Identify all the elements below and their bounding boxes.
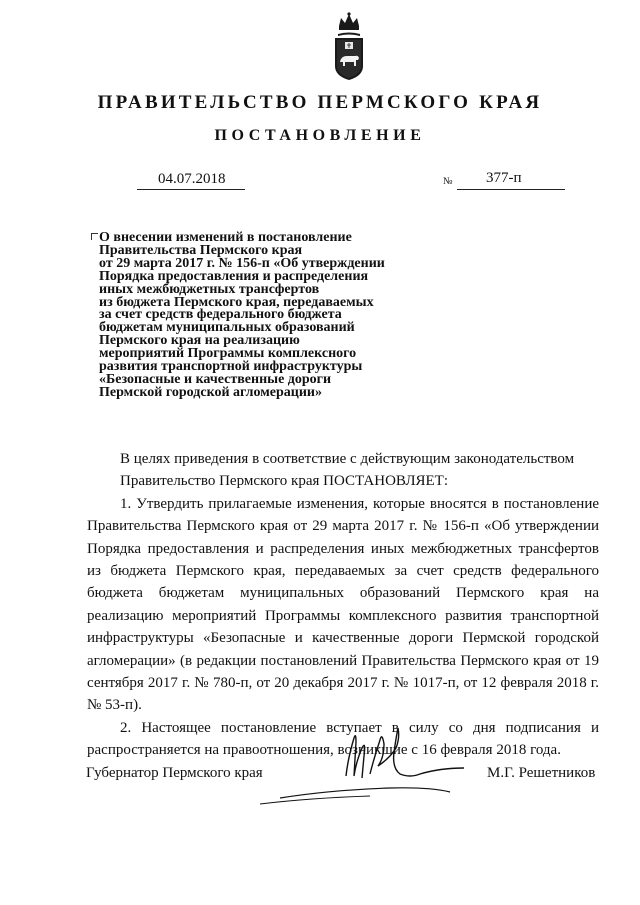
document-body (87, 448, 599, 762)
coat-of-arms-emblem (329, 12, 369, 84)
subject-line: Правительства Пермского края (99, 242, 303, 258)
subject-line: Порядка предоставления и распределения (99, 268, 369, 284)
signer-title: Губернатор Пермского края (86, 765, 263, 781)
subject-line: иных межбюджетных трансфертов (99, 281, 320, 297)
resolution-item-2: 2. Настоящее постановление вступает в силу со дня подписания и распространяется на правоотношения, возникшие с 16 февраля 2018 года. (87, 719, 599, 759)
subject-line: развития транспортной инфраструктуры (99, 359, 363, 375)
subject-line: О внесении изменений в постановление (99, 230, 352, 245)
handwritten-signature (250, 718, 480, 810)
number-sign: № (443, 176, 453, 187)
signer-name: М.Г. Решетников (487, 765, 596, 781)
subject-line: за счет средств федерального бюджета (99, 307, 342, 323)
date-underline (137, 189, 245, 190)
subject-line: мероприятий Программы комплексного (99, 346, 357, 362)
subject-line: Пермского края на реализацию (99, 333, 300, 349)
subject-line: Пермской городской агломерации» (99, 384, 322, 400)
subject-line: бюджетам муниципальных образований (99, 320, 355, 336)
intro-line-1: В целях приведения в соответствие с действующим законодательством (120, 451, 575, 467)
subject-line: «Безопасные и качественные дороги (99, 371, 332, 387)
number-underline (457, 189, 565, 190)
document-type: ПОСТАНОВЛЕНИЕ (214, 127, 426, 144)
intro-line-2: Правительство Пермского края ПОСТАНОВЛЯЕТ: (120, 473, 449, 490)
document-date (137, 170, 245, 192)
document-number (443, 170, 565, 192)
government-title: ПРАВИТЕЛЬСТВО ПЕРМСКОГО КРАЯ (97, 92, 543, 113)
subject-line: от 29 марта 2017 г. № 156-п «Об утверждении (99, 255, 385, 271)
subject-corner-mark (91, 233, 98, 240)
resolution-item-1: 1. Утвердить прилагаемые изменения, которые вносятся в постановление Правительства Пермского края от 29 марта 2017 г. № 156-п «Об утверждении Порядка предоставления и распределения иных межбюджетных трансфертов из бюджета Пермского края, передаваемых за счет средств федерального бюджета бюджетам муниципальных образований Пермского края на реализацию мероприятий Программы комплексного развития транспортной инфраструктуры «Безопасные и качественные дороги Пермской городской агломерации» (в редакции постановлений Правительства Пермского края от 19 сентября 2017 г. № 780-п, от 20 декабря 2017 г. № 1017-п, от 12 февраля 2018 г. № 53-п). (87, 495, 599, 714)
document-subject (99, 232, 419, 400)
number-value: 377-п (486, 170, 522, 186)
date-value: 04.07.2018 (158, 171, 226, 187)
subject-line: из бюджета Пермского края, передаваемых (99, 294, 374, 310)
